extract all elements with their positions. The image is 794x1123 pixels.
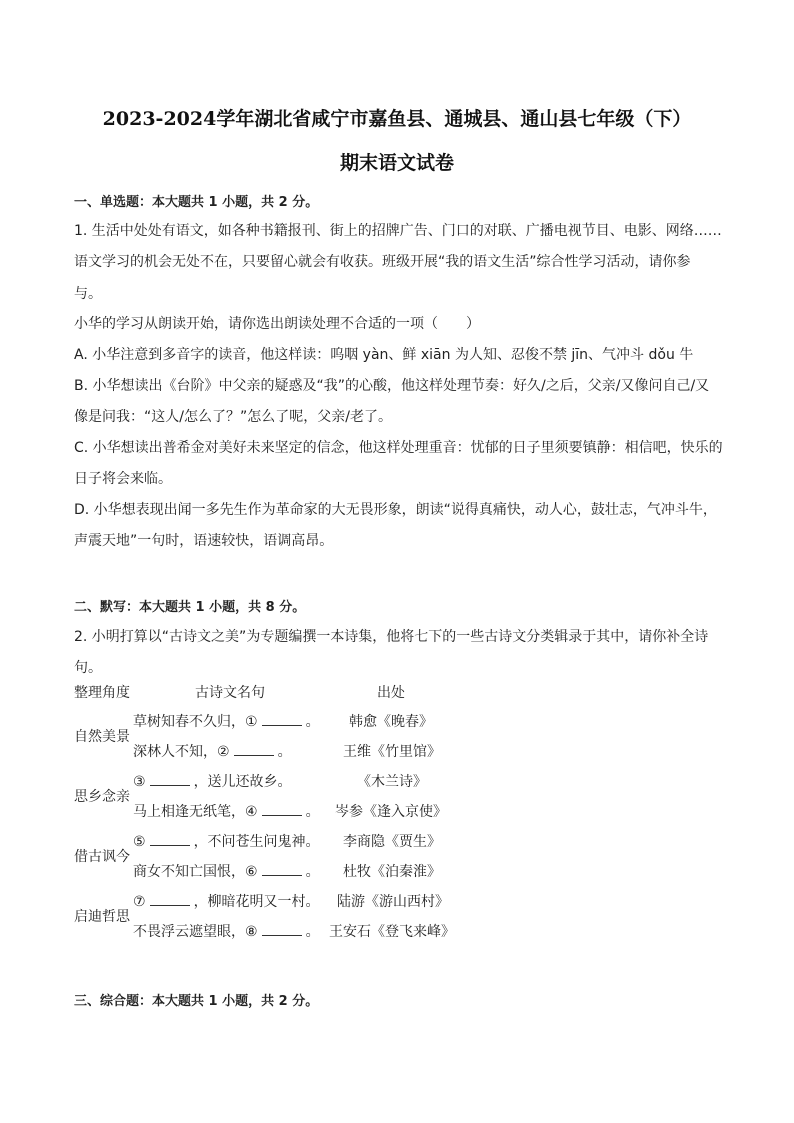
verse-text: 。 xyxy=(305,714,320,730)
verse-text: 草树知春不久归，① xyxy=(133,714,258,730)
category-label: 借古讽今 xyxy=(74,849,130,865)
question-1-line: 语文学习的机会无处不在，只要留心就会有收获。班级开展“我的语文生活”综合性学习活动，请你参 xyxy=(74,254,691,270)
category-label: 启迪哲思 xyxy=(74,909,130,925)
table-header-verse: 古诗文名句 xyxy=(195,685,265,701)
verse-text: ⑤ xyxy=(133,834,146,850)
verse-row xyxy=(133,741,292,761)
answer-blank-3[interactable] xyxy=(150,773,190,786)
section-2-heading: 二、默写：本大题共 1 小题，共 8 分。 xyxy=(74,600,306,615)
verse-text: ⑦ xyxy=(133,894,146,910)
category-label: 自然美景 xyxy=(74,729,130,745)
section-1-heading: 一、单选题：本大题共 1 小题，共 2 分。 xyxy=(74,195,319,210)
question-2-line: 2. 小明打算以“古诗文之美”为专题编撰一本诗集，他将七下的一些古诗文分类辑录于其中，请你补全诗 xyxy=(74,629,709,645)
answer-blank-4[interactable] xyxy=(262,803,302,816)
source-text: 陆游《游山西村》 xyxy=(337,894,449,910)
verse-text: ，送儿还故乡。 xyxy=(193,774,292,790)
verse-text: ③ xyxy=(133,774,146,790)
category-label: 思乡念亲 xyxy=(74,789,130,805)
answer-blank-1[interactable] xyxy=(262,713,302,726)
verse-row xyxy=(133,711,320,731)
source-text: 韩愈《晚春》 xyxy=(349,714,433,730)
answer-blank-7[interactable] xyxy=(150,893,190,906)
answer-blank-5[interactable] xyxy=(150,833,190,846)
verse-row xyxy=(133,771,292,791)
verse-row xyxy=(133,921,320,941)
verse-text: 马上相逢无纸笔，④ xyxy=(133,804,258,820)
page-title-line-2: 期末语文试卷 xyxy=(339,152,454,174)
verse-text: 。 xyxy=(277,744,292,760)
verse-text: 不畏浮云遮望眼，⑧ xyxy=(133,924,258,940)
option-b-continued: 像是问我：“这人/怎么了？”怎么了呢，父亲/老了。 xyxy=(74,409,392,425)
section-3-heading: 三、综合题：本大题共 1 小题，共 2 分。 xyxy=(74,994,319,1009)
table-header-source: 出处 xyxy=(377,685,405,701)
verse-text: 商女不知亡国恨，⑥ xyxy=(133,864,258,880)
verse-text: ，不问苍生问鬼神。 xyxy=(193,834,320,850)
verse-row xyxy=(133,801,320,821)
verse-text: 。 xyxy=(305,924,320,940)
source-text: 杜牧《泊秦淮》 xyxy=(343,864,441,880)
table-header-angle: 整理角度 xyxy=(74,685,130,701)
option-d: D. 小华想表现出闻一多先生作为革命家的大无畏形象，朗读“说得真痛快，动人心，鼓壮志，气冲斗牛， xyxy=(74,502,717,518)
question-1-line: 1. 生活中处处有语文，如各种书籍报刊、街上的招牌广告、门口的对联、广播电视节目、电影、网络…… xyxy=(74,223,722,239)
source-text: 岑参《逢入京使》 xyxy=(335,804,447,820)
verse-text: 。 xyxy=(305,804,320,820)
option-d-continued: 声震天地”一句时，语速较快，语调高昂。 xyxy=(74,533,334,549)
option-c-continued: 日子将会来临。 xyxy=(74,471,172,487)
option-a: A. 小华注意到多音字的读音，他这样读：呜咽 yàn、鲜 xiān 为人知、忍俊不禁 jīn、气冲斗 dǒu 牛 xyxy=(74,347,694,363)
source-text: 王维《竹里馆》 xyxy=(343,744,441,760)
verse-row xyxy=(133,861,320,881)
option-c: C. 小华想读出普希金对美好未来坚定的信念，他这样处理重音：忧郁的日子里须要镇静：相信吧，快乐的 xyxy=(74,440,723,456)
answer-blank-8[interactable] xyxy=(262,923,302,936)
answer-blank-2[interactable] xyxy=(234,743,274,756)
source-text: 王安石《登飞来峰》 xyxy=(329,924,455,940)
source-text: 李商隐《贾生》 xyxy=(343,834,441,850)
verse-row xyxy=(133,891,320,911)
question-1-line: 与。 xyxy=(74,286,102,302)
option-b: B. 小华想读出《台阶》中父亲的疑惑及“我”的心酸，他这样处理节奏：好久/之后，父亲/又像问自己/又 xyxy=(74,378,710,394)
verse-row xyxy=(133,831,320,851)
verse-text: ，柳暗花明又一村。 xyxy=(193,894,320,910)
verse-text: 。 xyxy=(305,864,320,880)
answer-blank-6[interactable] xyxy=(262,863,302,876)
question-1-line: 小华的学习从朗读开始，请你选出朗读处理不合适的一项（ ） xyxy=(74,316,480,332)
page-title-line-1: 2023-2024学年湖北省咸宁市嘉鱼县、通城县、通山县七年级（下） xyxy=(102,108,692,130)
question-2-line: 句。 xyxy=(74,660,102,676)
verse-text: 深林人不知，② xyxy=(133,744,230,760)
source-text: 《木兰诗》 xyxy=(357,774,427,790)
